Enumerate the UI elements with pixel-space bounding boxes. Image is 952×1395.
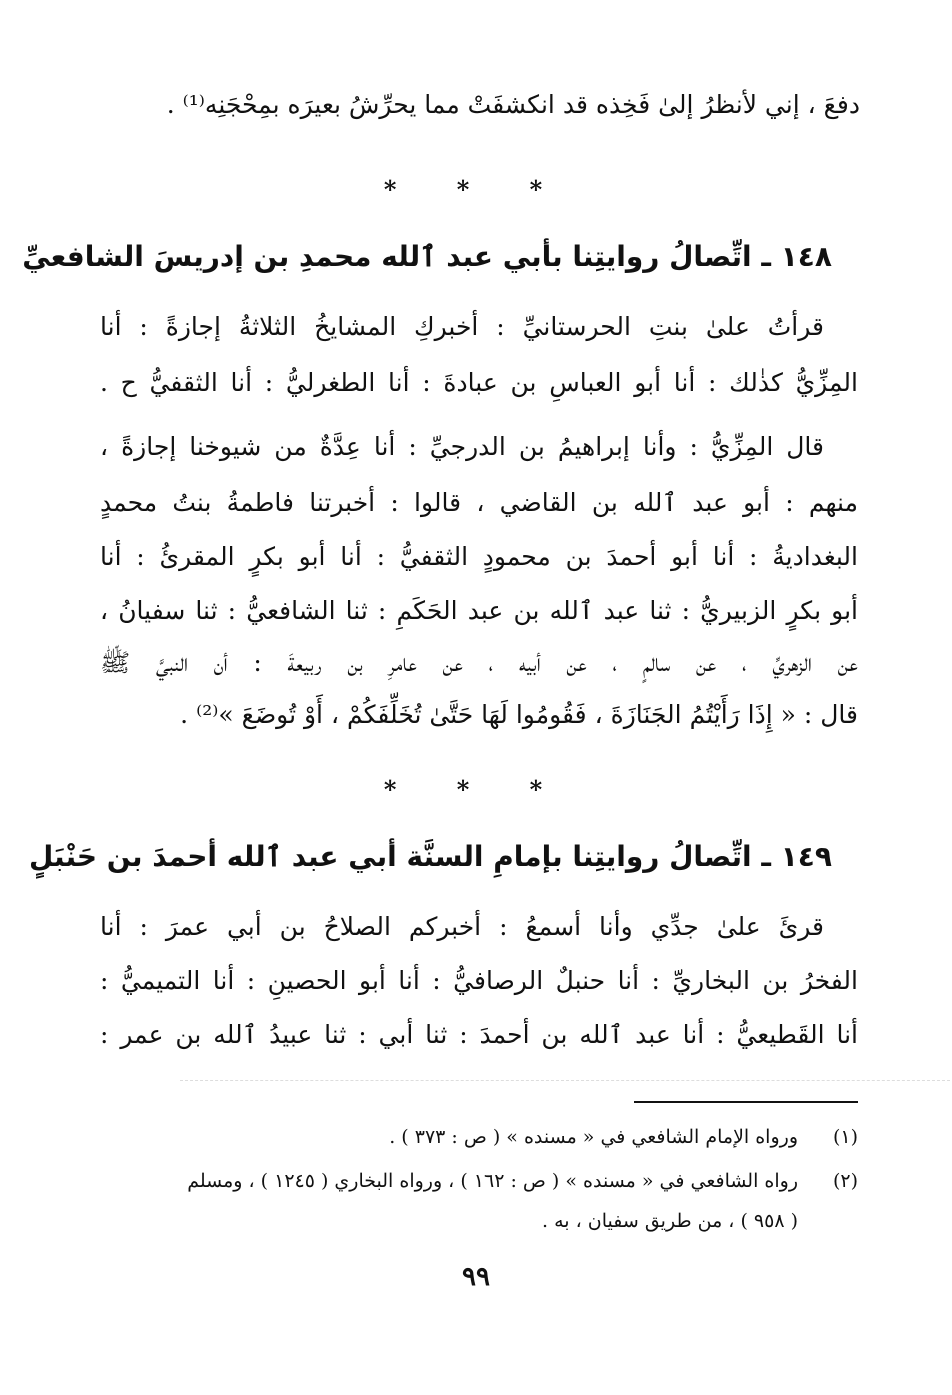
footnote-number: (١)	[832, 1126, 858, 1148]
paragraph-line: عن الزهريِّ ، عن سالمٍ ، عن أبيه ، عن عامرِ بن ربيعةَ : أن النبيَّ ﷺ	[100, 648, 858, 677]
paragraph-line: البغداديةُ : أنا أبو أحمدَ بن محمودٍ الثقفيُّ : أنا أبو بكرٍ المقرئُ : أنا	[100, 542, 858, 571]
footnote-number: (٢)	[832, 1170, 858, 1192]
paragraph-line: قرئَ علىٰ جدِّي وأنا أسمعُ : أخبركم الصلاحُ بن أبي عمرَ : أنا	[100, 912, 824, 941]
paragraph-line: أنا القَطيعيُّ : أنا عبد ٱلله بن أحمدَ : ثنا أبي : ثنا عبيدُ ٱلله بن عمر :	[100, 1020, 858, 1049]
paragraph-line: قرأتُ علىٰ بنتِ الحرستانيِّ : أخبركِ المشايخُ الثلاثةُ إجازةً : أنا	[100, 312, 824, 341]
paragraph-line: الفخرُ بن البخاريِّ : أنا حنبلٌ الرصافيُّ : أنا أبو الحصينِ : أنا التميميُّ :	[100, 966, 858, 995]
footnote-separator	[634, 1101, 858, 1103]
footnote-text: ورواه الإمام الشافعي في « مسنده » ( ص : ٣٧٣ ) .	[389, 1126, 798, 1148]
faint-scan-line	[180, 1080, 950, 1081]
paragraph-line: المِزِّيُّ كذٰلك : أنا أبو العباسِ بن عبادةَ : أنا الطغرليُّ : أنا الثقفيُّ ح .	[100, 368, 858, 397]
paragraph-line: قال المِزِّيُّ : وأنا إبراهيمُ بن الدرجيِّ : أنا عِدَّةٌ من شيوخنا إجازةً ،	[100, 432, 824, 461]
separator-stars: * * *	[383, 175, 569, 204]
paragraph-line: أبو بكرٍ الزبيريُّ : ثنا عبد ٱلله بن عبد الحَكَمِ : ثنا الشافعيُّ : ثنا سفيانُ ،	[100, 596, 858, 625]
footnote-text: رواه الشافعي في « مسنده » ( ص : ١٦٢ ) ، ورواه البخاري ( ١٢٤٥ ) ، ومسلم	[187, 1170, 798, 1192]
page-number: ٩٩	[462, 1262, 490, 1292]
section-148-heading: ١٤٨ ـ اتِّصالُ روايتِنا بأبي عبد ٱلله محمدِ بن إدريسَ الشافعيِّ	[22, 240, 832, 273]
continuation-line: دفعَ ، إني لأنظرُ إلىٰ فَخِذه قد انكشفَتْ مما يحرِّشُ بعيرَه بمِحْجَنِه⁽¹⁾ .	[166, 90, 860, 119]
separator-stars: * * *	[383, 775, 569, 804]
paragraph-line: منهم : أبو عبد ٱلله بن القاضي ، قالوا : أخبرتنا فاطمةُ بنتُ محمدٍ	[100, 488, 858, 517]
footnote-2-continuation: ( ٩٥٨ ) ، من طريق سفيان ، به .	[542, 1210, 798, 1232]
footnote-2	[187, 1170, 858, 1193]
footnote-1	[389, 1126, 858, 1149]
section-149-heading: ١٤٩ ـ اتِّصالُ روايتِنا بإمامِ السنَّة أبي عبد ٱلله أحمدَ بن حَنْبَلٍ	[29, 840, 832, 873]
paragraph-line: قال : « إِذَا رَأَيْتُمُ الجَنَازَةَ ، فَقُومُوا لَهَا حَتَّىٰ تُخَلِّفَكُمْ ، أَوْ تُوضَعَ »⁽²⁾ .	[180, 700, 858, 729]
